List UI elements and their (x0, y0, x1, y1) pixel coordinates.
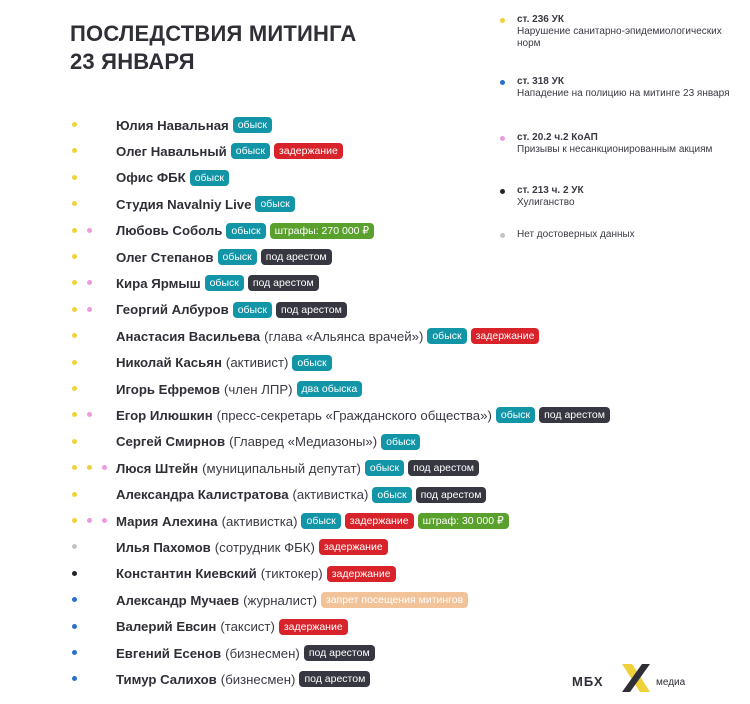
category-dot-icon (72, 201, 77, 206)
person-name: Тимур Салихов (116, 671, 217, 687)
person-name: Игорь Ефремов (116, 381, 220, 397)
list-item (0, 247, 750, 267)
person-name: Сергей Смирнов (116, 434, 226, 450)
category-dot-icon (72, 280, 77, 285)
search-badge: обыск (292, 355, 331, 371)
person-name: Георгий Албуров (116, 302, 229, 318)
list-item (0, 141, 750, 161)
logo-brand: МБХ (572, 674, 604, 689)
category-dot-icon (72, 122, 77, 127)
arrest-badge: под арестом (304, 645, 375, 661)
search-badge: обыск (218, 249, 257, 265)
search-badge: обыск (205, 275, 244, 291)
person-role: (пресс-секретарь «Гражданского общества») (216, 407, 492, 423)
arrest-badge: под арестом (299, 671, 370, 687)
legend-dot-icon (500, 80, 505, 85)
person-name: Олег Навальный (116, 143, 227, 159)
person-name: Студия Navalniy Live (116, 196, 252, 212)
legend-dot-icon (500, 18, 505, 23)
list-item (0, 379, 750, 399)
person-name: Валерий Евсин (116, 619, 217, 635)
person-role: (глава «Альянса врачей») (264, 328, 424, 344)
category-dot-icon (72, 175, 77, 180)
search-badge: обыск (233, 302, 272, 318)
category-dot-icon (72, 228, 77, 233)
legend-desc: Нет достоверных данных (517, 229, 635, 240)
search-badge: обыск (255, 196, 294, 212)
list-item (0, 564, 750, 584)
category-dot-icon (72, 439, 77, 444)
person-role: (активист) (225, 355, 289, 371)
search-badge: два обыска (297, 381, 363, 397)
person-name: Олег Степанов (116, 249, 214, 265)
fine-badge: штраф: 30 000 ₽ (418, 513, 509, 529)
person-role: (бизнесмен) (220, 671, 296, 687)
ban-badge: запрет посещения митингов (321, 592, 468, 608)
arrest-badge: под арестом (261, 249, 332, 265)
category-dot-icon (72, 650, 77, 655)
category-dot-icon (72, 412, 77, 417)
person-role: (таксист) (220, 619, 275, 635)
person-name: Мария Алехина (116, 513, 218, 529)
detain-badge: задержание (345, 513, 414, 529)
list-item (0, 168, 750, 188)
person-name: Егор Илюшкин (116, 407, 213, 423)
search-badge: обыск (427, 328, 466, 344)
person-role: (бизнесмен) (225, 645, 300, 661)
search-badge: обыск (365, 460, 404, 476)
legend-code: ст. 236 УК (517, 14, 564, 25)
search-badge: обыск (226, 223, 265, 239)
person-name: Анастасия Васильева (116, 328, 261, 344)
person-role: (Главред «Медиазоны») (229, 434, 378, 450)
category-dot-icon (87, 465, 92, 470)
category-dot-icon (87, 518, 92, 523)
detain-badge: задержание (327, 566, 396, 582)
search-badge: обыск (233, 117, 272, 133)
category-dot-icon (72, 597, 77, 602)
legend-desc: Призывы к несанкционированным акциям (517, 144, 713, 155)
person-name: Александр Мучаев (116, 592, 240, 608)
person-role: (журналист) (243, 592, 317, 608)
fine-badge: штрафы: 270 000 ₽ (270, 223, 375, 239)
list-item (0, 115, 750, 135)
detain-badge: задержание (274, 143, 343, 159)
category-dot-icon (72, 492, 77, 497)
title-line-2: 23 ЯНВАРЯ (70, 49, 195, 74)
person-name: Юлия Навальная (116, 117, 229, 133)
category-dot-icon (102, 518, 107, 523)
list-item (0, 300, 750, 320)
list-item (0, 617, 750, 637)
list-item (0, 353, 750, 373)
legend-desc: Хулиганство (517, 197, 575, 208)
legend-code: ст. 213 ч. 2 УК (517, 185, 584, 196)
list-item (0, 273, 750, 293)
person-name: Офис ФБК (116, 170, 186, 186)
search-badge: обыск (496, 407, 535, 423)
logo-x-icon (618, 660, 654, 696)
search-badge: обыск (301, 513, 340, 529)
list-item (0, 485, 750, 505)
category-dot-icon (72, 676, 77, 681)
detain-badge: задержание (471, 328, 540, 344)
category-dot-icon (102, 465, 107, 470)
search-badge: обыск (231, 143, 270, 159)
person-role: (сотрудник ФБК) (214, 539, 315, 555)
person-name: Люся Штейн (116, 460, 199, 476)
category-dot-icon (72, 360, 77, 365)
category-dot-icon (87, 228, 92, 233)
arrest-badge: под арестом (408, 460, 479, 476)
list-item (0, 511, 750, 531)
list-item (0, 458, 750, 478)
list-item (0, 537, 750, 557)
list-item (0, 432, 750, 452)
person-role: (активистка) (221, 513, 298, 529)
arrest-badge: под арестом (539, 407, 610, 423)
category-dot-icon (72, 333, 77, 338)
list-item (0, 221, 750, 241)
legend-desc: Нападение на полицию на митинге 23 января (517, 88, 730, 99)
person-name: Евгений Есенов (116, 645, 222, 661)
arrest-badge: под арестом (416, 487, 487, 503)
legend-desc: Нарушение санитарно-эпидемиологических норм (517, 26, 722, 49)
person-role: (тиктокер) (260, 566, 323, 582)
person-name: Александра Калистратова (116, 487, 289, 503)
category-dot-icon (72, 544, 77, 549)
detain-badge: задержание (319, 539, 388, 555)
category-dot-icon (87, 307, 92, 312)
category-dot-icon (72, 307, 77, 312)
person-name: Любовь Соболь (116, 223, 223, 239)
person-name: Илья Пахомов (116, 539, 211, 555)
person-role: (член ЛПР) (223, 381, 293, 397)
list-item (0, 326, 750, 346)
list-item (0, 194, 750, 214)
legend-code: ст. 318 УК (517, 76, 564, 87)
page-title (70, 20, 357, 76)
person-role: (муниципальный депутат) (202, 460, 361, 476)
mbx-media-logo (572, 660, 692, 696)
arrest-badge: под арестом (248, 275, 319, 291)
category-dot-icon (87, 280, 92, 285)
person-role: (активистка) (292, 487, 369, 503)
search-badge: обыск (190, 170, 229, 186)
list-item (0, 590, 750, 610)
category-dot-icon (72, 254, 77, 259)
category-dot-icon (72, 465, 77, 470)
person-name: Кира Ярмыш (116, 275, 201, 291)
arrest-badge: под арестом (276, 302, 347, 318)
person-name: Константин Киевский (116, 566, 257, 582)
category-dot-icon (72, 518, 77, 523)
search-badge: обыск (372, 487, 411, 503)
category-dot-icon (72, 571, 77, 576)
list-item (0, 405, 750, 425)
logo-sub: медиа (656, 677, 686, 688)
category-dot-icon (72, 148, 77, 153)
search-badge: обыск (381, 434, 420, 450)
detain-badge: задержание (279, 619, 348, 635)
legend-code: ст. 20.2 ч.2 КоАП (517, 132, 598, 143)
category-dot-icon (72, 386, 77, 391)
legend-dot-icon (500, 136, 505, 141)
category-dot-icon (87, 412, 92, 417)
title-line-1: ПОСЛЕДСТВИЯ МИТИНГА (70, 21, 357, 46)
category-dot-icon (72, 624, 77, 629)
person-name: Николай Касьян (116, 355, 222, 371)
